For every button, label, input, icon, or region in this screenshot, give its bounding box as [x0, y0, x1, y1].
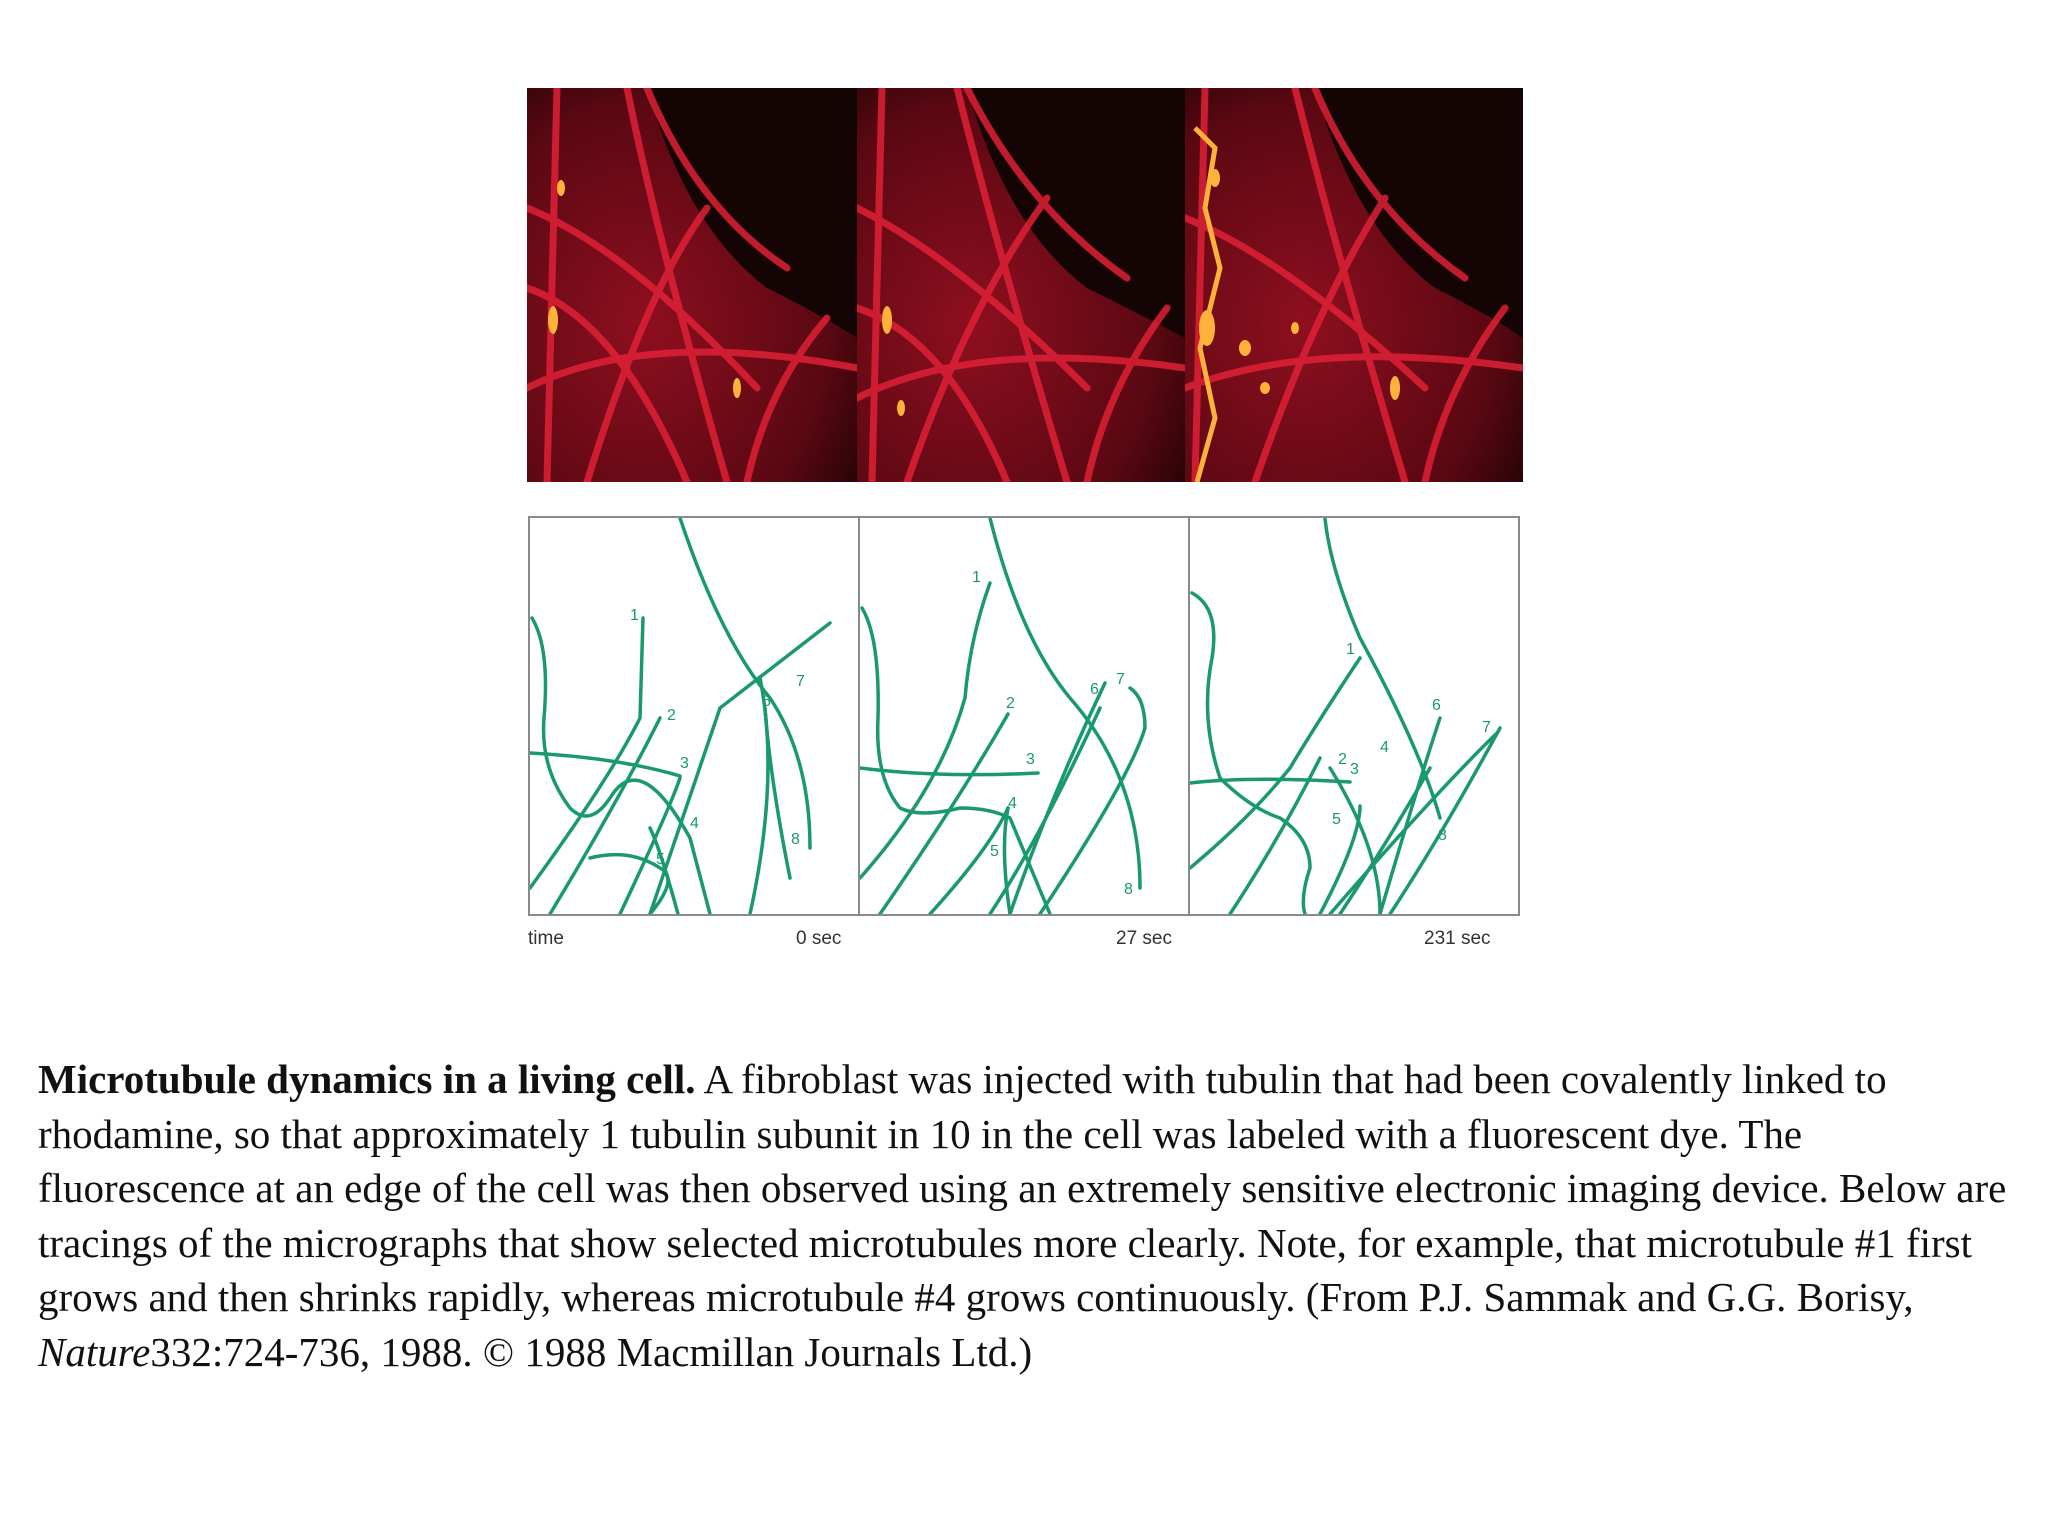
trace-label: 5	[990, 843, 999, 860]
tracing-panel-2	[1188, 516, 1520, 916]
tracing-svg-1	[860, 518, 1188, 914]
trace-label: 5	[656, 851, 665, 868]
trace-label: 4	[1380, 739, 1389, 756]
trace-label: 7	[796, 673, 805, 690]
tracing-panel-0	[528, 516, 860, 916]
trace-label: 3	[1350, 761, 1359, 778]
caption-body: A fibroblast was injected with tubulin that had been covalently linked to rhodamine, so that approximately 1 tubulin subunit in 10 in the cell was labeled with a fluorescent dye. The fluorescence at an edge of the cell was then observed using an extremely sensitive electronic imaging device. Below are tracings of the micrographs that show selected microtubules more clearly. Note, for example, that microtubule #1 first grows and then shrinks rapidly, whereas microtubule #4 grows continuously. (From P.J. Sammak and G.G. Borisy,	[38, 1056, 2007, 1320]
micrograph-panel-0	[527, 88, 857, 482]
trace-label: 2	[667, 707, 676, 724]
tracing-svg-0	[530, 518, 858, 914]
tracing-svg-2	[1190, 518, 1518, 914]
trace-label: 6	[1432, 697, 1441, 714]
trace-label: 4	[690, 815, 699, 832]
tracing-panel-1	[858, 516, 1190, 916]
micrograph-panel-2	[1185, 88, 1523, 482]
caption-journal: Nature	[38, 1328, 151, 1375]
figure-caption	[38, 1052, 2010, 1379]
trace-label: 3	[680, 755, 689, 772]
time-label-0: 0 sec	[796, 928, 842, 949]
trace-label: 7	[1482, 719, 1491, 736]
caption-title: Microtubule dynamics in a living cell.	[38, 1056, 696, 1102]
trace-label: 1	[972, 569, 981, 586]
time-label-1: 27 sec	[1116, 928, 1172, 949]
trace-label: 6	[762, 693, 771, 710]
trace-label: 3	[1026, 751, 1035, 768]
trace-label: 8	[1124, 881, 1133, 898]
trace-label: 1	[1346, 641, 1355, 658]
caption-citation: 332:724-736, 1988. © 1988 Macmillan Journals Ltd.)	[150, 1328, 1033, 1375]
trace-label: 8	[791, 831, 800, 848]
trace-label: 7	[1116, 671, 1125, 688]
time-axis-label: time	[528, 928, 564, 949]
micrograph-panel-1	[857, 88, 1185, 482]
trace-label: 6	[1090, 681, 1099, 698]
trace-label: 2	[1338, 751, 1347, 768]
trace-label: 2	[1006, 695, 1015, 712]
time-label-2: 231 sec	[1424, 928, 1491, 949]
trace-label: 4	[1008, 795, 1017, 812]
trace-label: 5	[1332, 811, 1341, 828]
trace-label: 8	[1438, 827, 1447, 844]
trace-label: 1	[630, 607, 639, 624]
